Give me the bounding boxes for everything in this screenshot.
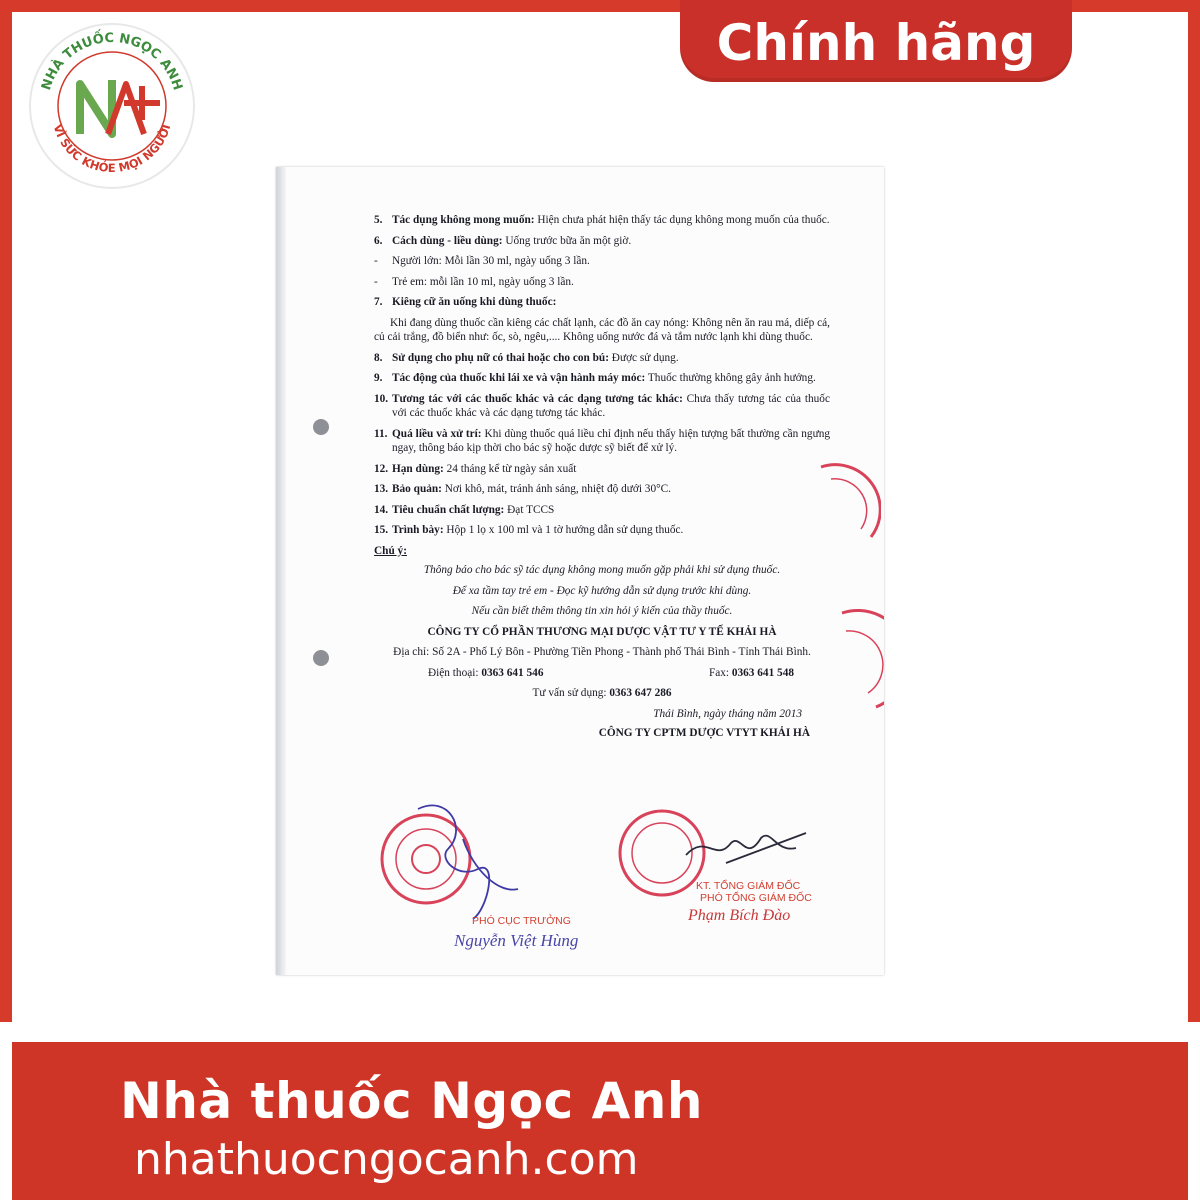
section-item-14 [374,503,830,518]
section-number: 6. [374,234,383,247]
section-label: Sử dụng cho phụ nữ có thai hoặc cho con bú: [392,351,609,364]
section-number: 5. [374,214,383,226]
punch-hole-icon [313,650,329,666]
section-item-8 [374,351,830,366]
section-text: Đạt TCCS [504,503,555,516]
section-number: 14. [374,503,389,516]
section-text: Hiện chưa phát hiện thấy tác dụng không mong muốn của thuốc. [534,214,830,226]
company-short-name: CÔNG TY CPTM DƯỢC VTYT KHẢI HÀ [598,727,810,739]
na-cross-logo-icon [28,22,196,190]
section-number: 7. [374,296,383,308]
section-label: Bảo quản: [392,483,442,495]
company-address: Địa chỉ: Số 2A - Phố Lý Bôn - Phường Tiền Phong - Thành phố Thái Bình - Tỉnh Thái Bình. [393,646,811,658]
section-number: 8. [374,351,383,364]
section-number: 11. [374,427,388,440]
section-item-12 [374,462,830,477]
section-label: Trình bày: [392,524,444,536]
signatory-left-title: PHÓ CỤC TRƯỞNG [472,915,571,927]
section-item-15 [374,523,830,538]
signatory-right-name: Phạm Bích Đào [688,907,791,924]
section-label: Tác động của thuốc khi lái xe và vận hành máy móc: [392,372,646,384]
svg-text:VÌ SỨC KHỎE MỌI NGƯỜI: VÌ SỨC KHỎE MỌI NGƯỜI [50,122,174,176]
fax-label: Fax: [708,666,730,679]
section-item-9 [374,371,830,386]
section-label: Kiêng cữ ăn uống khi dùng thuốc: [392,296,557,308]
document-content [374,213,830,741]
section-number: 13. [374,483,389,495]
fax-value: 0363 641 548 [731,666,794,679]
paper-edge-shadow [276,167,286,975]
phone-value: 0363 641 546 [481,666,544,679]
footer-banner [0,1022,1200,1200]
section-number: 10. [374,392,389,405]
signatory-left-name: Nguyễn Việt Hùng [454,931,579,950]
authentic-badge: Chính hãng [680,0,1072,82]
section-number: 12. [374,462,389,475]
section-number: 9. [374,372,383,384]
dosage-child [374,275,830,290]
section-label: Tác dụng không mong muốn: [392,214,535,226]
contact-row [374,666,830,681]
phone-label: Điện thoại: [428,666,479,679]
section-item-13 [374,482,830,497]
note-line: Để xa tầm tay trẻ em - Đọc kỹ hướng dẫn sử dụng trước khi dùng. [452,584,752,597]
section-number: 15. [374,524,389,536]
dosage-text: Trẻ em: mỗi lần 10 ml, ngày uống 3 lần. [392,275,574,288]
side-stamp-icon [836,607,884,717]
section-text: Được sử dụng. [608,351,679,364]
signatory-right-title: KT. TỔNG GIÁM ĐỐC [696,880,801,892]
document-page [276,167,884,975]
pharmacy-url[interactable]: nhathuocngocanh.com [134,1134,639,1185]
signatory-right-subtitle: PHÓ TỔNG GIÁM ĐỐC [700,892,812,904]
section-text: Chưa thấy tương tác của thuốc với các thuốc khác và các dạng tương tác khác. [392,392,830,419]
section-label: Tương tác với các thuốc khác và các dạng tương tác khác: [392,392,683,405]
dash-marker: - [374,255,378,267]
section-label: Tiêu chuẩn chất lượng: [392,503,505,516]
note-line: Nếu cần biết thêm thông tin xin hỏi ý kiến của thầy thuốc. [471,605,733,617]
advice-line [374,686,830,701]
advice-label: Tư vấn sử dụng: [532,687,607,699]
note-line: Thông báo cho bác sỹ tác dụng không mong muốn gặp phải khi sử dụng thuốc. [423,564,781,576]
section-label: Hạn dùng: [392,462,444,475]
footer-red-panel [12,1042,1188,1200]
section-item-5 [374,213,830,228]
section-item-10 [374,392,830,421]
section-text: Khi dùng thuốc quá liều chỉ định nếu thấy hiện tượng bất thường cần ngưng ngay, thông báo kịp thời cho bác sỹ hoặc dược sỹ biết để xử lý. [392,427,830,454]
company-name: CÔNG TY CỔ PHẦN THƯƠNG MẠI DƯỢC VẬT TƯ Y TẾ KHẢI HÀ [427,625,777,638]
section-text: Uống trước bữa ăn một giờ. [502,234,632,247]
section-item-11 [374,427,830,456]
phone [428,666,543,681]
dosage-adult [374,254,830,269]
official-seal-right-icon [596,793,846,963]
section-text: Nơi khô, mát, tránh ánh sáng, nhiệt độ dưới 30°C. [441,483,671,495]
frame-right-border [1188,0,1200,1200]
punch-hole-icon [313,419,329,435]
fax [709,666,794,681]
section-item-6 [374,234,830,249]
section-text: Thuốc thường không gây ảnh hưởng. [645,372,816,384]
section-text: 24 tháng kể từ ngày sản xuất [443,462,577,475]
section-text: Hộp 1 lọ x 100 ml và 1 tờ hướng dẫn sử dụng thuốc. [443,524,684,536]
advice-value: 0363 647 286 [609,687,672,699]
dash-marker: - [374,275,378,288]
dosage-text: Người lớn: Mỗi lần 30 ml, ngày uống 3 lần. [392,255,590,267]
diet-paragraph: Khi đang dùng thuốc cần kiêng các chất lạnh, các đồ ăn cay nóng: Không nên ăn rau má, diếp cá, củ cải trắng, đồ biển như: ốc, sò, ngêu,.... Không uống nước đá và tắm nước lạnh khi dùng thuốc. [374,316,830,343]
section-label: Cách dùng - liều dùng: [392,234,503,247]
svg-text:NHÀ THUỐC NGỌC ANH: NHÀ THUỐC NGỌC ANH [39,30,185,93]
frame-left-border [0,0,12,1200]
note-title: Chú ý: [374,544,407,557]
section-item-7 [374,295,830,310]
pharmacy-name: Nhà thuốc Ngọc Anh [120,1072,703,1130]
section-label: Quá liều và xử trí: [392,427,482,440]
date-line: Thái Bình, ngày tháng năm 2013 [653,707,802,720]
